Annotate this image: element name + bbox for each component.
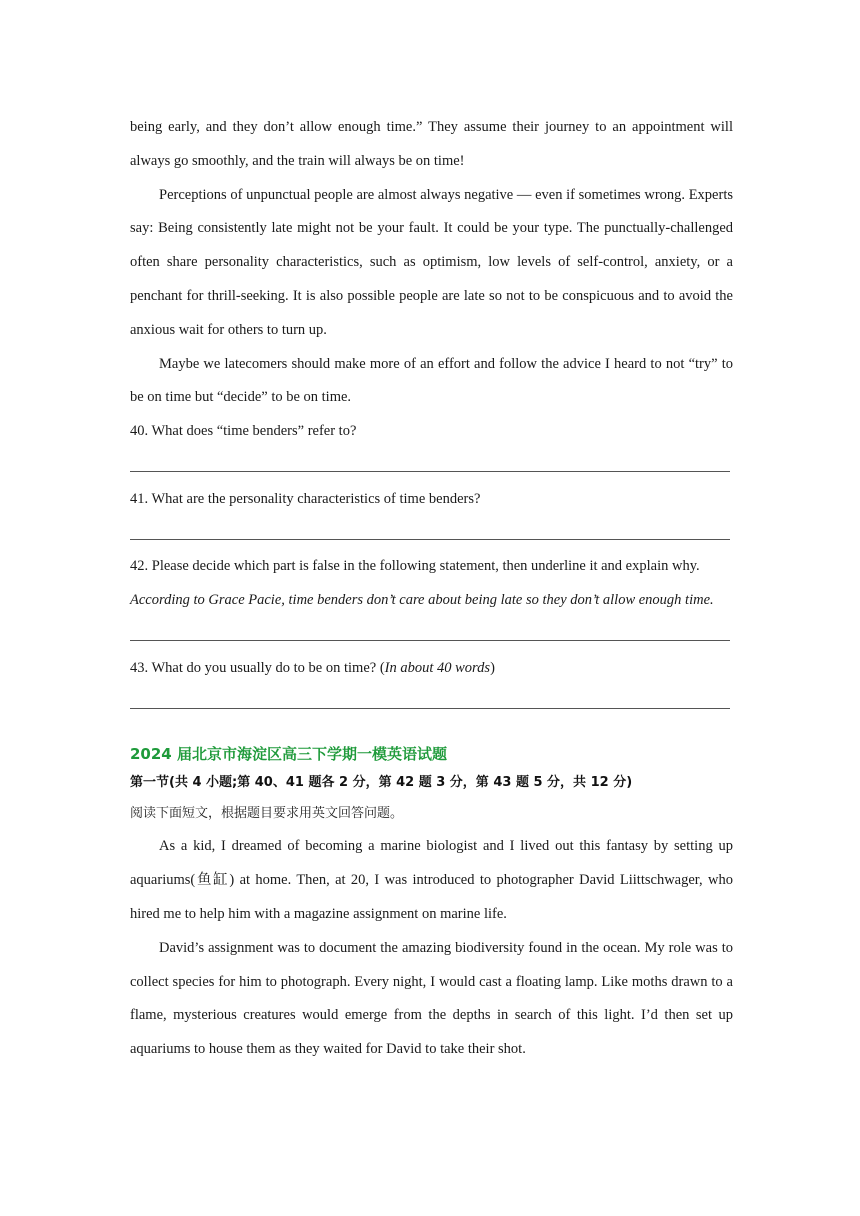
answer-line-43[interactable] xyxy=(130,686,733,720)
question-41: 41. What are the personality characteristics of time benders? xyxy=(130,490,481,507)
question-40: 40. What does “time benders” refer to? xyxy=(130,423,357,440)
question-42: 42. Please decide which part is false in the following statement, then underline it and explain why. xyxy=(130,558,700,575)
paragraph: being early, and they don’t allow enough time.” They assume their journey to an appointment will always go smoothly, and the train will always be on time! xyxy=(130,119,733,169)
paragraph: Maybe we latecomers should make more of an effort and follow the advice I heard to not “try” to be on time but “decide” to be on time. xyxy=(130,355,733,406)
section-subtitle: 第一节(共 4 小题;第 40、41 题各 2 分，第 42 题 3 分，第 43 题 5 分，共 12 分) xyxy=(130,775,633,791)
paragraph: David’s assignment was to document the amazing biodiversity found in the ocean. My role was to collect species for him to photograph. Every night, I would cast a floating lamp. Like moths drawn to a flame, mysterious creatures would emerge from the depths in search of this light. I’d then set up aquariums to house them as they waited for David to take their shot. xyxy=(130,939,733,1058)
paragraph: Perceptions of unpunctual people are almost always negative — even if sometimes wrong. Experts say: Being consistently late might not be your fault. It could be your type. The punctually-challenged often share personality characteristics, such as optimism, low levels of self-control, anxiety, or a penchant for thrill-seeking. It is also possible people are late so not to be conspicuous and to avoid the anxious wait for others to turn up. xyxy=(130,186,733,338)
answer-line-42[interactable] xyxy=(130,618,733,652)
question-42-statement: According to Grace Pacie, time benders don’t care about being late so they don’t allow enough time. xyxy=(130,592,714,609)
section-instruction: 阅读下面短文，根据题目要求用英文回答问题。 xyxy=(130,806,404,822)
document-page xyxy=(130,111,733,1067)
question-43-text: 43. What do you usually do to be on time? ( xyxy=(130,659,385,676)
question-43-close: ) xyxy=(490,659,495,676)
answer-line-41[interactable] xyxy=(130,517,733,551)
paragraph: As a kid, I dreamed of becoming a marine biologist and I lived out this fantasy by setting up aquariums(鱼缸) at home. Then, at 20, I was introduced to photographer David Liittschwager, who hired me to help him with a magazine assignment on marine life. xyxy=(130,838,733,922)
question-43-word-limit: In about 40 words xyxy=(384,659,491,676)
answer-line-40[interactable] xyxy=(130,449,733,483)
section-title: 2024 届北京市海淀区高三下学期一模英语试题 xyxy=(130,745,447,764)
question-43 xyxy=(130,652,733,686)
